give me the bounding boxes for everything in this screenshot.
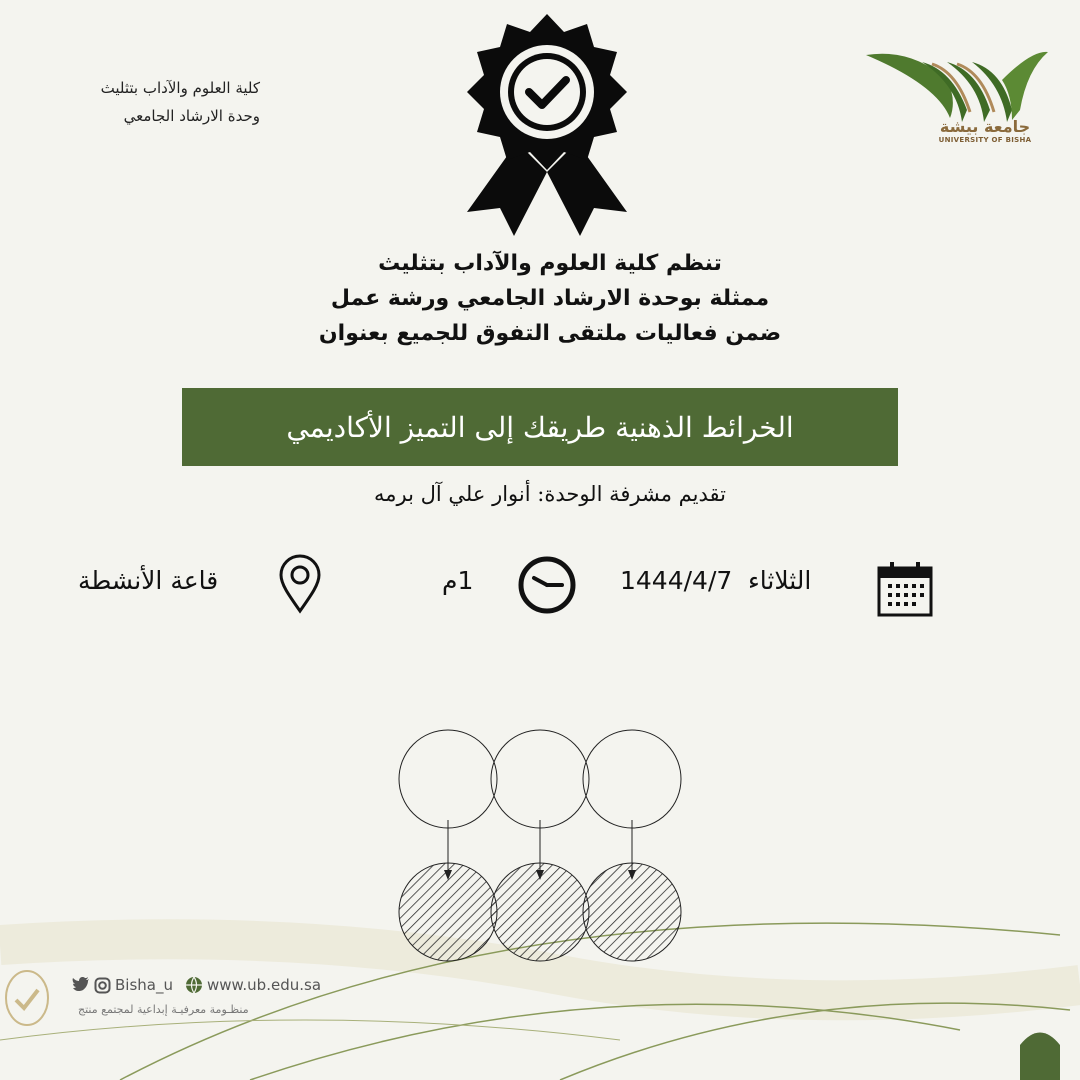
top-circle [491,730,589,828]
instagram-icon[interactable] [94,977,111,994]
bottom-circle [583,863,681,961]
presenter-line: تقديم مشرفة الوحدة: أنوار علي آل برمه [374,482,726,506]
intro-text [200,246,900,351]
university-name-english: UNIVERSITY OF BISHA [938,136,1032,144]
top-circle [399,730,497,828]
award-badge-icon [452,12,642,242]
college-header [40,74,260,130]
bottom-circle [399,863,497,961]
calendar-icon [876,560,934,618]
university-name-arabic: جامعة بيشة [939,117,1031,136]
event-time: 1م [442,566,474,595]
college-name: كلية العلوم والآداب بتثليث [100,79,260,97]
twitter-icon[interactable] [72,977,90,993]
top-circle [583,730,681,828]
location-pin-icon [278,554,322,614]
social-handle[interactable]: Bisha_u [115,976,173,994]
event-location: قاعة الأنشطة [78,566,219,595]
event-date: 1444/4/7 [620,566,733,595]
circles-diagram [380,720,700,970]
accreditation-badge-icon [4,968,50,1028]
bottom-circle [491,863,589,961]
workshop-title-banner [182,388,898,466]
website-link[interactable]: www.ub.edu.sa [206,976,322,994]
clock-icon [516,556,578,614]
footer-slogan: منظـومة معرفيـة إبداعية لمجتمع منتج [78,1003,249,1016]
footer-social [72,976,321,994]
intro-line-1: تنظم كلية العلوم والآداب بتثليث [378,251,722,276]
event-day: الثلاثاء [748,566,812,595]
intro-line-3: ضمن فعاليات ملتقى التفوق للجميع بعنوان [318,321,782,346]
globe-icon [185,976,203,994]
unit-name: وحدة الارشاد الجامعي [123,107,260,125]
workshop-title: الخرائط الذهنية طريقك إلى التميز الأكاديمي [286,410,794,444]
intro-line-2: ممثلة بوحدة الارشاد الجامعي ورشة عمل [330,286,770,311]
